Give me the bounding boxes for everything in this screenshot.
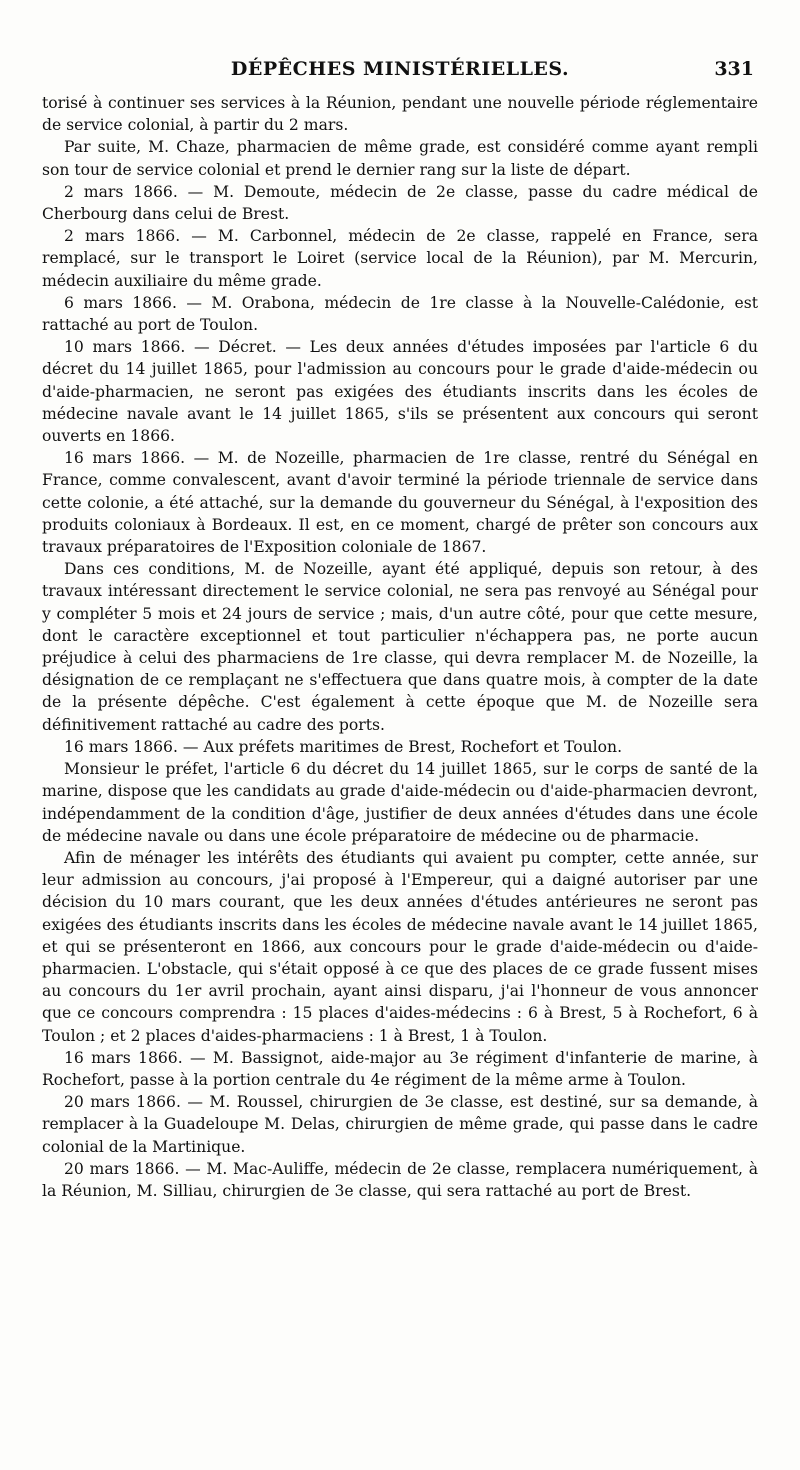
page-header-title: DÉPÊCHES MINISTÉRIELLES. [230,58,570,80]
dispatch-entry-demoute: 2 mars 1866. — M. Demoute, médecin de 2e classe, passe du cadre médical de Cherbourg dans celui de Brest. [42,182,758,224]
document-body [42,92,758,1202]
dispatch-entry-prefets: 16 mars 1866. — Aux préfets maritimes de Brest, Rochefort et Toulon. [64,737,623,756]
dispatch-entry-roussel: 20 mars 1866. — M. Roussel, chirurgien de 3e classe, est destiné, sur sa demande, à remplacer à la Guadeloupe M. Delas, chirurgien de même grade, qui passe dans le cadre colonial de la Martinique. [42,1093,758,1156]
paragraph-2: Par suite, M. Chaze, pharmacien de même grade, est considéré comme ayant rempli son tour de service colonial et prend le dernier rang sur la liste de départ. [42,138,758,179]
dispatch-entry-carbonnel: 2 mars 1866. — M. Carbonnel, médecin de 2e classe, rappelé en France, sera remplacé, sur le transport le Loiret (service local de la Réunion), par M. Mercurin, médecin auxiliaire du même grade. [42,227,758,290]
dispatch-entry-orabona: 6 mars 1866. — M. Orabona, médecin de 1re classe à la Nouvelle-Calédonie, est rattaché au port de Toulon. [42,293,758,335]
paragraph-nozeille-conditions: Dans ces conditions, M. de Nozeille, ayant été appliqué, depuis son retour, à des travaux intéressant directement le service colonial, ne sera pas renvoyé au Sénégal pour y compléter 5 mois et 24 jours de service ; mais, d'un autre côté, pour que cette mesure, dont le caractère exceptionnel et tout particulier n'échappera pas, ne porte aucun préjudice à celui des pharmaciens de 1re classe, qui devra remplacer M. de Nozeille, la désignation de ce remplaçant ne s'effectuera que dans quatre mois, à compter de la date de la présente dépêche. C'est également à cette époque que M. de Nozeille sera définitivement rattaché au cadre des ports. [42,560,758,734]
dispatch-entry-mac-auliffe: 20 mars 1866. — M. Mac-Auliffe, médecin de 2e classe, remplacera numériquement, à la Réunion, M. Silliau, chirurgien de 3e classe, qui sera rattaché au port de Brest. [42,1159,758,1200]
dispatch-entry-bassignot: 16 mars 1866. — M. Bassignot, aide-major au 3e régiment d'infanterie de marine, à Rochefort, passe à la portion centrale du 4e régiment de la même arme à Toulon. [42,1048,758,1089]
running-head [42,58,758,92]
paragraph-1: torisé à continuer ses services à la Réunion, pendant une nouvelle période réglementaire de service colonial, à partir du 2 mars. [42,94,758,135]
page-number: 331 [714,58,754,80]
paragraph-afin-de-menager: Afin de ménager les intérêts des étudiants qui avaient pu compter, cette année, sur leur admission au concours, j'ai proposé à l'Empereur, qui a daigné autoriser par une décision du 10 mars courant, que les deux années d'études antérieures ne seront pas exigées des étudiants inscrits dans les écoles de médecine navale avant le 14 juillet 1865, et qui se présenteront en 1866, aux concours pour le grade d'aide-médecin ou d'aide-pharmacien. L'obstacle, qui s'était opposé à ce que des places de ce grade fussent mises au concours du 1er avril prochain, ayant ainsi disparu, j'ai l'honneur de vous annoncer que ce concours comprendra : 15 places d'aides-médecins : 6 à Brest, 5 à Rochefort, 6 à Toulon ; et 2 places d'aides-pharmaciens : 1 à Brest, 1 à Toulon. [42,848,758,1045]
dispatch-entry-decret: 10 mars 1866. — Décret. — Les deux années d'études imposées par l'article 6 du décret du 14 juillet 1865, pour l'admission au concours pour le grade d'aide-médecin ou d'aide-pharmacien, ne seront pas exigées des étudiants inscrits dans les écoles de médecine navale avant le 14 juillet 1865, s'ils se présentent aux concours qui seront ouverts en 1866. [42,338,758,446]
dispatch-entry-nozeille: 16 mars 1866. — M. de Nozeille, pharmacien de 1re classe, rentré du Sénégal en France, comme convalescent, avant d'avoir terminé la période triennale de service dans cette colonie, a été attaché, sur la demande du gouverneur du Sénégal, à l'exposition des produits coloniaux à Bordeaux. Il est, en ce moment, chargé de prêter son concours aux travaux préparatoires de l'Exposition coloniale de 1867. [42,449,758,557]
paragraph-monsieur-le-prefet: Monsieur le préfet, l'article 6 du décret du 14 juillet 1865, sur le corps de santé de la marine, dispose que les candidats au grade d'aide-médecin ou d'aide-pharmacien devront, indépendamment de la condition d'âge, justifier de deux années d'études dans une école de médecine navale ou dans une école préparatoire de médecine ou de pharmacie. [42,760,758,845]
